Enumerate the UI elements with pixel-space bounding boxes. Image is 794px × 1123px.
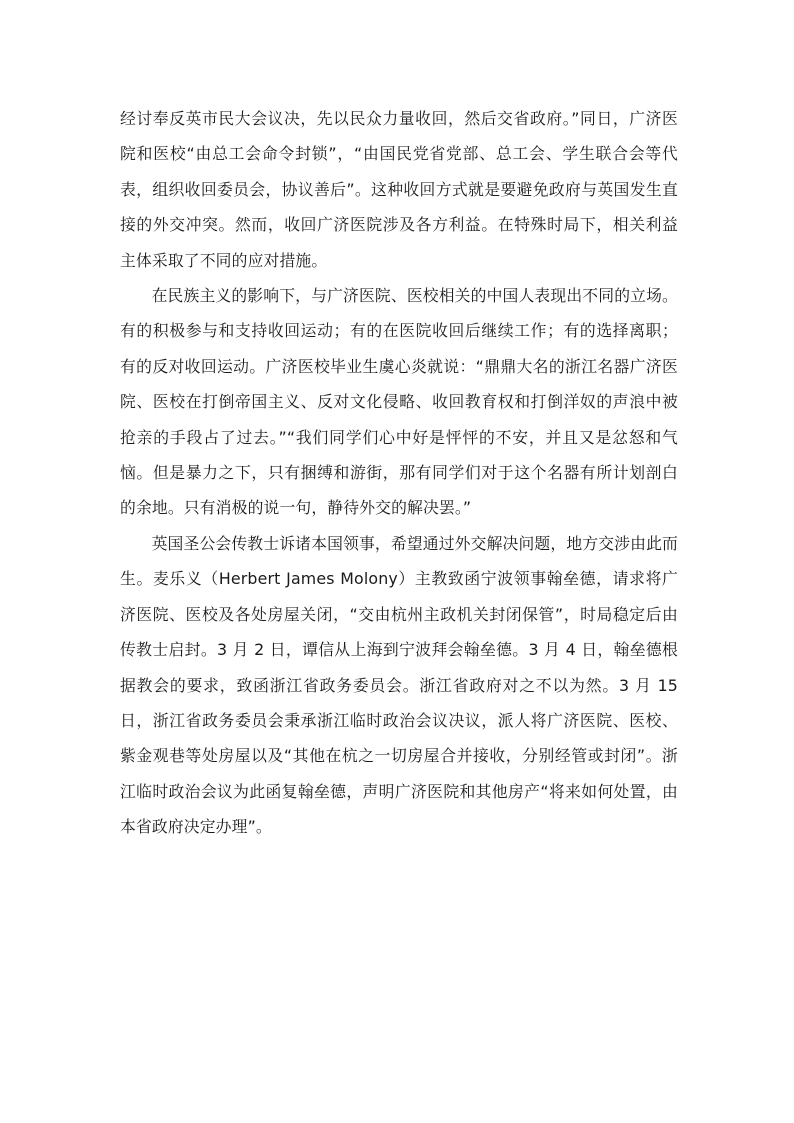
document-page: [120, 101, 678, 845]
paragraph-continued: 经讨奉反英市民大会议决，先以民众力量收回，然后交省政府。”同日，广济医院和医校“由总工会命令封锁”，“由国民党省党部、总工会、学生联合会等代表，组织收回委员会，协议善后”。这种收回方式就是要避免政府与英国发生直接的外交冲突。然而，收回广济医院涉及各方利益。在特殊时局下，相关利益主体采取了不同的应对措施。: [120, 109, 678, 270]
paragraph-diplomacy: 英国圣公会传教士诉诸本国领事，希望通过外交解决问题，地方交涉由此而生。麦乐义（Herbert James Molony）主教致函宁波领事翰垒德，请求将广济医院、医校及各处房屋关闭，“交由杭州主政机关封闭保管”，时局稳定后由传教士启封。3 月 2 日，谭信从上海到宁波拜会翰垒德。3 月 4 日，翰垒德根据教会的要求，致函浙江省政务委员会。浙江省政府对之不以为然。3 月 15 日，浙江省政务委员会秉承浙江临时政治会议决议，派人将广济医院、医校、紫金观巷等处房屋以及“其他在杭之一切房屋合并接收，分别经管或封闭”。浙江临时政治会议为此函复翰垒德，声明广济医院和其他房产“将来如何处置，由本省政府决定办理”。: [120, 533, 678, 837]
paragraph-nationalism: 在民族主义的影响下，与广济医院、医校相关的中国人表现出不同的立场。有的积极参与和支持收回运动；有的在医院收回后继续工作；有的选择离职；有的反对收回运动。广济医校毕业生虞心炎就说：“鼎鼎大名的浙江名器广济医院、医校在打倒帝国主义、反对文化侵略、收回教育权和打倒洋奴的声浪中被抢亲的手段占了过去。”“我们同学们心中好是怦怦的不安，并且又是忿怒和气恼。但是暴力之下，只有捆缚和游街，那有同学们对于这个名器有所计划剖白的余地。只有消极的说一句，静待外交的解决罢。”: [120, 286, 678, 518]
